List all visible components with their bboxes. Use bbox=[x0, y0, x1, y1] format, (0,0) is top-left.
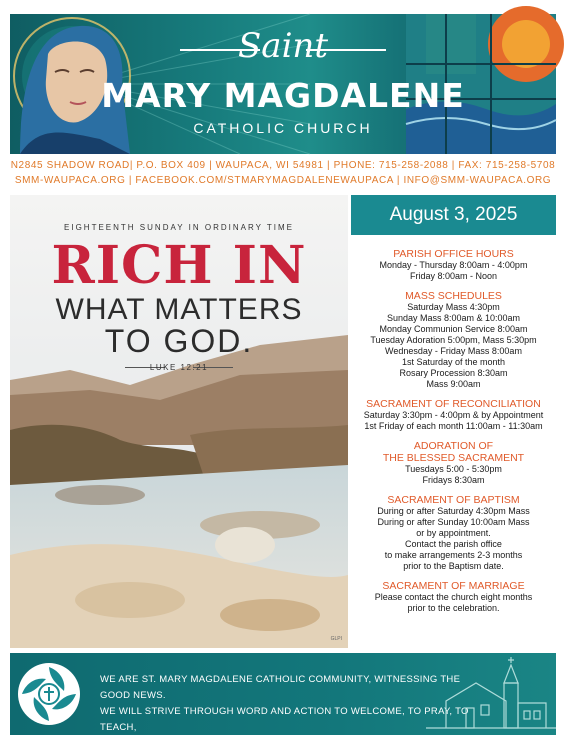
section-line: Rosary Procession 8:30am bbox=[399, 368, 508, 378]
poster-headline: RICH IN bbox=[51, 235, 307, 296]
section-adoration bbox=[351, 440, 556, 486]
section-reconciliation bbox=[351, 398, 556, 432]
section-baptism bbox=[351, 494, 556, 572]
section-line: Fridays 8:30am bbox=[422, 475, 485, 485]
contact-web-line[interactable]: SMM-WAUPACA.ORG | FACEBOOK.COM/STMARYMAGDALENEWAUPACA | INFO@SMM-WAUPACA.ORG bbox=[14, 175, 552, 186]
schedule-column bbox=[351, 248, 556, 622]
gospel-poster bbox=[10, 195, 348, 648]
section-title: SACRAMENT OF MARRIAGE bbox=[382, 580, 525, 592]
bulletin-date: August 3, 2025 bbox=[351, 195, 556, 235]
mission-line: WE ARE ST. MARY MAGDALENE CATHOLIC COMMUNITY, WITNESSING THE GOOD NEWS. bbox=[100, 674, 461, 701]
section-line: Tuesday Adoration 5:00pm, Mass 5:30pm bbox=[370, 335, 537, 345]
poster-line-3: TO GOD. bbox=[104, 323, 254, 359]
mission-line: TO SHARE, TO HEAL—REFLECTING CHRIST TO THE TOTAL COMMUNITY. bbox=[100, 738, 451, 749]
section-line: Monday Communion Service 8:00am bbox=[379, 324, 528, 334]
section-mass-schedules bbox=[351, 290, 556, 390]
section-office-hours bbox=[351, 248, 556, 282]
image-credit: GLPI bbox=[330, 636, 342, 642]
section-line: prior to the celebration. bbox=[407, 603, 500, 613]
contact-address-line: N2845 SHADOW ROAD| P.O. BOX 409 | WAUPACA, WI 54981 | PHONE: 715-258-2088 | FAX: 715-258-5708 bbox=[10, 160, 556, 171]
section-line: Wednesday - Friday Mass 8:00am bbox=[385, 346, 522, 356]
section-line: or by appointment. bbox=[416, 528, 491, 538]
church-name: MARY MAGDALENE bbox=[101, 76, 465, 115]
section-line: Sunday Mass 8:00am & 10:00am bbox=[386, 313, 521, 323]
church-subtitle: CATHOLIC CHURCH bbox=[193, 120, 373, 136]
section-line: Please contact the church eight months bbox=[374, 592, 533, 602]
section-line: Mass 9:00am bbox=[426, 379, 481, 389]
section-line: 1st Saturday of the month bbox=[401, 357, 506, 367]
section-line: prior to the Baptism date. bbox=[403, 561, 504, 571]
section-title: ADORATION OF bbox=[413, 440, 494, 452]
poster-line-2: WHAT MATTERS bbox=[55, 293, 303, 326]
liturgical-day: EIGHTEENTH SUNDAY IN ORDINARY TIME bbox=[64, 223, 294, 232]
section-line: During or after Saturday 4:30pm Mass bbox=[377, 506, 530, 516]
section-line: Saturday Mass 4:30pm bbox=[407, 302, 500, 312]
section-marriage bbox=[351, 580, 556, 614]
section-title: PARISH OFFICE HOURS bbox=[393, 248, 514, 260]
section-line: 1st Friday of each month 11:00am - 11:30am bbox=[364, 421, 543, 431]
section-line: Friday 8:00am - Noon bbox=[409, 271, 498, 281]
section-title-2: THE BLESSED SACRAMENT bbox=[382, 452, 525, 464]
emblem-icon bbox=[16, 661, 82, 727]
section-title: SACRAMENT OF BAPTISM bbox=[387, 494, 520, 506]
section-title: MASS SCHEDULES bbox=[405, 290, 502, 302]
mission-line: WE WILL STRIVE THROUGH WORD AND ACTION TO WELCOME, TO PRAY, TO TEACH, bbox=[100, 706, 469, 733]
scripture-reference: LUKE 12:21 bbox=[149, 363, 209, 372]
section-line: Contact the parish office bbox=[405, 539, 502, 549]
section-line: to make arrangements 2-3 months bbox=[384, 550, 523, 560]
section-title: SACRAMENT OF RECONCILIATION bbox=[366, 398, 541, 410]
section-line: During or after Sunday 10:00am Mass bbox=[377, 517, 530, 527]
header-banner bbox=[10, 14, 556, 154]
header-saint: Saint bbox=[238, 26, 328, 66]
church-building bbox=[406, 653, 556, 735]
section-line: Saturday 3:30pm - 4:00pm & by Appointment bbox=[363, 410, 544, 420]
mission-footer bbox=[10, 653, 556, 749]
section-line: Monday - Thursday 8:00am - 4:00pm bbox=[379, 260, 528, 270]
section-line: Tuesdays 5:00 - 5:30pm bbox=[405, 464, 502, 474]
